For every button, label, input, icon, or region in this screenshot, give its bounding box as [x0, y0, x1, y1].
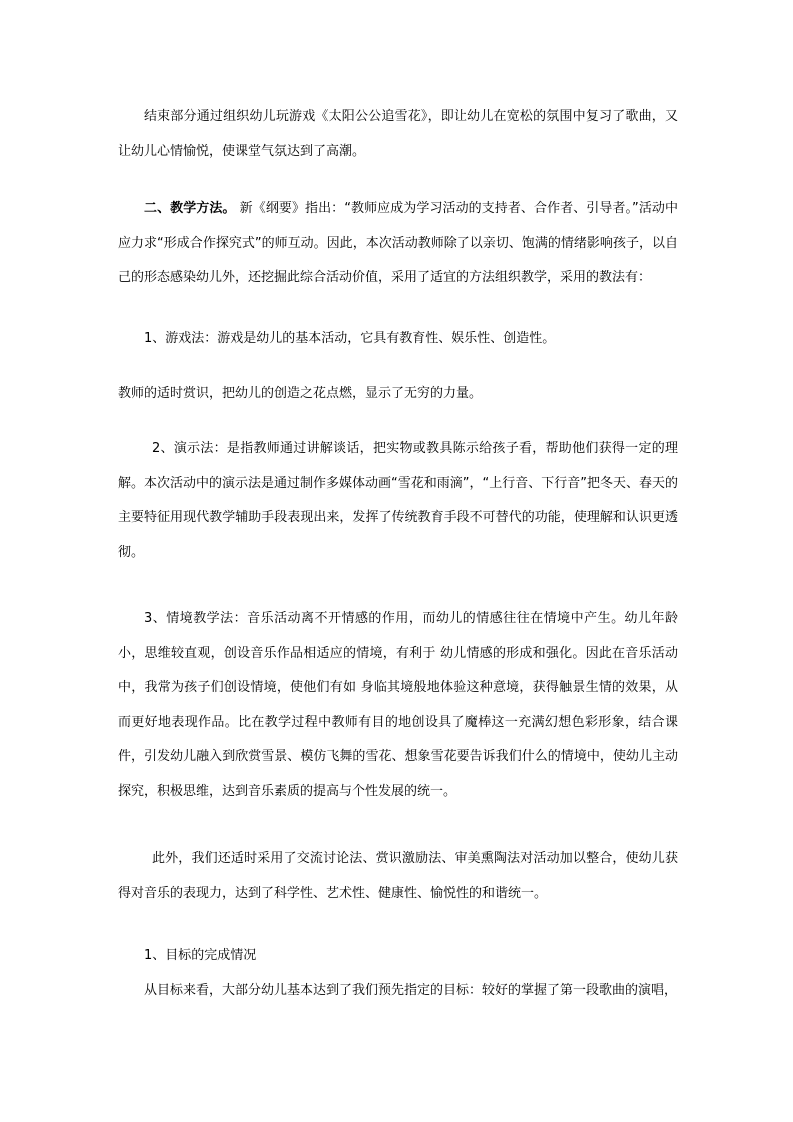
teaching-methods-body: 新《纲要》指出：“教师应成为学习活动的支持者、合作者、引导者。”活动中应力求“形成合作探究式”的师互动。因此，本次活动教师除了以亲切、饱满的情绪影响孩子，以自己的形态感染幼儿外，还挖掘此综合活动价值，采用了适宜的方法组织教学，采用的教法有：	[118, 201, 678, 285]
paragraph-teaching-methods	[118, 192, 678, 296]
paragraph-demonstration-method: 2、演示法：是指教师通过讲解谈话，把实物或教具陈示给孩子看，帮助他们获得一定的理解。本次活动中的演示法是通过制作多媒体动画“雪花和雨滴”，“上行音、下行音”把冬天、春天的主要特征用现代教学辅助手段表现出来，发挥了传统教育手段不可替代的功能，使理解和认识更透彻。	[118, 441, 678, 560]
paragraph-goal-results: 从目标来看，大部分幼儿基本达到了我们预先指定的目标：较好的掌握了第一段歌曲的演唱，	[144, 983, 678, 998]
paragraph-ending-game: 结束部分通过组织幼儿玩游戏《太阳公公追雪花》，即让幼儿在宽松的氛围中复习了歌曲，又让幼儿心情愉悦，使课堂气氛达到了高潮。	[118, 109, 678, 159]
paragraph-game-method: 1、游戏法：游戏是幼儿的基本活动，它具有教育性、娱乐性、创造性。	[144, 331, 556, 346]
paragraph-additional-methods: 此外，我们还适时采用了交流讨论法、赏识激励法、审美熏陶法对活动加以整合，使幼儿获得对音乐的表现力，达到了科学性、艺术性、健康性、愉悦性的和谐统一。	[118, 851, 678, 901]
paragraph-situational-method: 3、情境教学法：音乐活动离不开情感的作用，而幼儿的情感往往在情境中产生。幼儿年龄小，思维较直观，创设音乐作品相适应的情境，有利于 幼儿情感的形成和强化。因此在音乐活动中，我常为孩子们创设情境，使他们有如 身临其境般地体验这种意境，获得触景生情的效果，从而更好地表现作品。比在教学过程中教师有目的地创设具了魔棒这一充满幻想色彩形象，结合课件，引发幼儿融入到欣赏雪景、模仿飞舞的雪花、想象雪花要告诉我们什么的情境中，使幼儿主动探究，积极思维，达到音乐素质的提高与个性发展的统一。	[118, 611, 678, 799]
section-heading-teaching-methods: 二、教学方法。	[144, 201, 236, 216]
paragraph-goal-completion-heading: 1、目标的完成情况	[144, 948, 257, 963]
paragraph-teacher-appreciation: 教师的适时赏识，把幼儿的创造之花点燃，显示了无穷的力量。	[118, 386, 483, 401]
